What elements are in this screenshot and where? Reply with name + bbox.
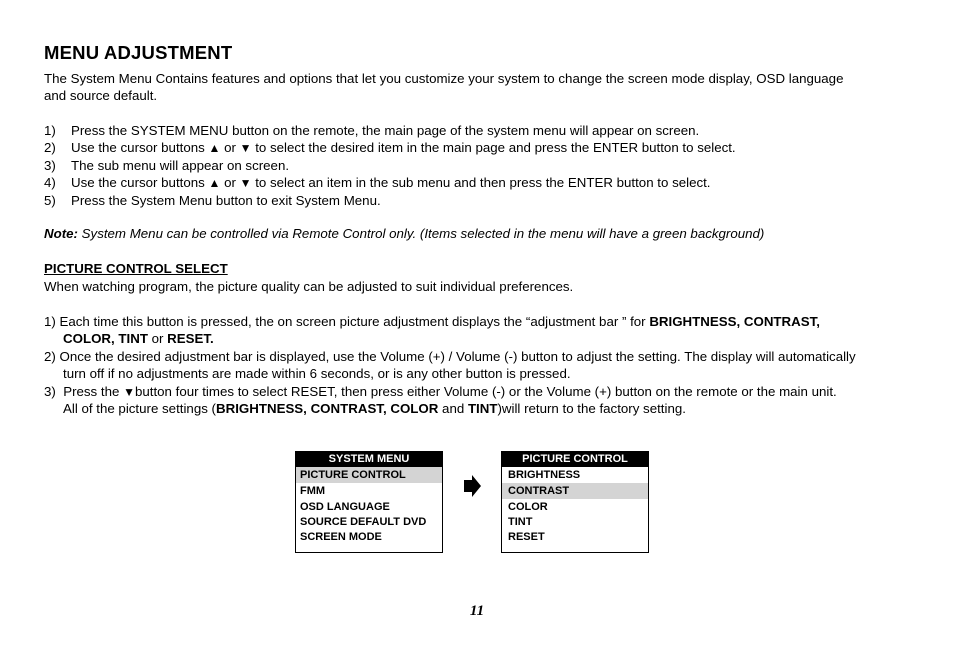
picture-item-2-line-1: 2) Once the desired adjustment bar is displayed, use the Volume (+) / Volume (-) button to adjust the setting. The display will automatically <box>44 349 856 364</box>
item-text: 1) Each time this button is pressed, the on screen picture adjustment displays the “adjustment bar ” for <box>44 314 650 329</box>
picture-item-3-line-2 <box>63 400 686 418</box>
intro-line-2: and source default. <box>44 88 158 103</box>
step-number: 4) <box>44 175 56 190</box>
item-bold-text: BRIGHTNESS, CONTRAST, <box>649 314 820 329</box>
item-text: and <box>438 401 468 416</box>
step-number: 5) <box>44 193 56 208</box>
step-text: Press the System Menu button to exit System Menu. <box>71 193 381 208</box>
step-4 <box>44 174 711 193</box>
page-title: MENU ADJUSTMENT <box>44 42 233 63</box>
right-arrow-icon <box>464 475 482 497</box>
picture-control-menu-item: RESET <box>508 531 545 543</box>
picture-control-menu-title: PICTURE CONTROL <box>502 452 648 467</box>
system-menu-title: SYSTEM MENU <box>296 452 442 467</box>
up-triangle-icon: ▲ <box>208 141 221 155</box>
down-triangle-icon: ▼ <box>123 385 135 399</box>
system-menu-item: PICTURE CONTROL <box>296 467 442 483</box>
picture-control-menu-item: TINT <box>508 516 533 528</box>
step-text: Use the cursor buttons <box>71 140 205 155</box>
step-text: or <box>224 140 236 155</box>
down-triangle-icon: ▼ <box>239 176 252 190</box>
picture-control-menu-box <box>501 451 649 553</box>
step-2 <box>44 139 736 158</box>
item-text: )will return to the factory setting. <box>497 401 686 416</box>
system-menu-box <box>295 451 443 553</box>
picture-item-2-line-2: turn off if no adjustments are made within 6 seconds, or is any other button is pressed. <box>63 366 571 381</box>
item-bold-text: TINT <box>467 401 498 416</box>
down-triangle-icon: ▼ <box>239 141 252 155</box>
step-text: or <box>224 175 236 190</box>
system-menu-item: SOURCE DEFAULT DVD <box>300 516 427 528</box>
step-number: 1) <box>44 123 56 138</box>
step-number: 2) <box>44 140 56 155</box>
item-text: 3) Press the <box>44 384 124 399</box>
step-text: Press the SYSTEM MENU button on the remote, the main page of the system menu will appear on screen. <box>71 123 700 138</box>
picture-item-1-line-1 <box>44 313 820 331</box>
intro-line-1: The System Menu Contains features and options that let you customize your system to change the screen mode display, OSD language <box>44 71 844 86</box>
picture-item-1-line-2 <box>63 330 214 348</box>
picture-item-3-line-1 <box>44 383 837 402</box>
system-menu-item: FMM <box>300 485 326 497</box>
note-text: System Menu can be controlled via Remote Control only. (Items selected in the menu will have a green background) <box>77 226 765 241</box>
section-heading: PICTURE CONTROL SELECT <box>44 261 228 276</box>
page-number: 11 <box>469 603 485 619</box>
item-text: button four times to select RESET, then press either Volume (-) or the Volume (+) button on the remote or the main unit. <box>134 384 837 399</box>
note <box>44 226 764 241</box>
item-bold-text: COLOR, TINT <box>63 331 148 346</box>
system-menu-item: OSD LANGUAGE <box>300 501 390 513</box>
step-5 <box>44 192 381 210</box>
section-intro: When watching program, the picture quality can be adjusted to suit individual preferences. <box>44 279 574 294</box>
step-3 <box>44 157 289 175</box>
item-bold-text: BRIGHTNESS, CONTRAST, COLOR <box>216 401 439 416</box>
item-text: All of the picture settings ( <box>63 401 216 416</box>
step-text: to select the desired item in the main page and press the ENTER button to select. <box>255 140 736 155</box>
item-bold-text: RESET. <box>167 331 214 346</box>
step-text: to select an item in the sub menu and then press the ENTER button to select. <box>255 175 711 190</box>
step-text: The sub menu will appear on screen. <box>71 158 290 173</box>
picture-control-menu-item: CONTRAST <box>502 483 648 499</box>
step-number: 3) <box>44 158 56 173</box>
note-label: Note: <box>44 226 78 241</box>
picture-control-menu-item: COLOR <box>508 501 548 513</box>
step-text: Use the cursor buttons <box>71 175 205 190</box>
picture-control-menu-item: BRIGHTNESS <box>508 469 581 481</box>
item-text: or <box>147 331 168 346</box>
up-triangle-icon: ▲ <box>208 176 221 190</box>
system-menu-item: SCREEN MODE <box>300 531 382 543</box>
step-1 <box>44 122 699 140</box>
